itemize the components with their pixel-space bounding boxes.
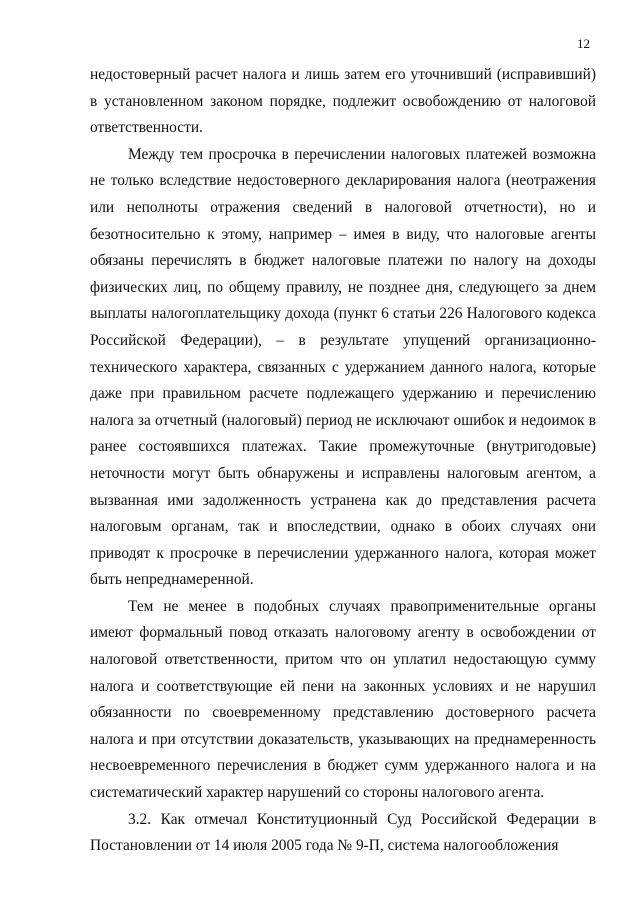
paragraph-tax-payment-delay: Между тем просрочка в перечислении налоговых платежей возможна не только вследствие недостоверного декларирования налога (неотражения или неполноты отражения сведений в налоговой отчетности), но и безотносительно к этому, например – имея в виду, что налоговые агенты обязаны перечислять в бюджет налоговые платежи по налогу на доходы физических лиц, по общему правилу, не позднее дня, следующего за днем выплаты налогоплательщику дохода (пункт 6 статьи 226 Налогового кодекса Российской Федерации), – в результате упущений организационно-технического характера, связанных с удержанием данного налога, которые даже при правильном расчете подлежащего удержанию и перечислению налога за отчетный (налоговый) период не исключают ошибок и недоимок в ранее состоявшихся платежах. Такие промежуточные (внутригодовые) неточности могут быть обнаружены и исправлены налоговым агентом, а вызванная ими задолженность устранена как до представления расчета налоговым органам, так и впоследствии, однако в обоих случаях они приводят к просрочке в перечислении удержанного налога, которая может быть непреднамеренной. <box>90 145 596 589</box>
paragraph-formal-refusal: Тем не менее в подобных случаях правоприменительные органы имеют формальный повод отказать налоговому агенту в освобождении от налоговой ответственности, притом что он уплатил недостающую сумму налога и соответствующие ей пени на законных условиях и не нарушил обязанности по своевременному представлению достоверного расчета налога и при отсутствии доказательств, указывающих на преднамеренность несвоевременного перечисления в бюджет сумм удержанного налога и на систематический характер нарушений со стороны налогового агента. <box>90 597 596 802</box>
paragraph-section-3-2: 3.2. Как отмечал Конституционный Суд Российской Федерации в Постановлении от 14 июля 2005 года № 9-П, система налогообложения <box>90 810 596 855</box>
document-body <box>90 62 596 860</box>
paragraph-continuation: недостоверный расчет налога и лишь затем его уточнивший (исправивший) в установленном законом порядке, подлежит освобождению от налоговой ответственности. <box>90 66 596 137</box>
page-number: 12 <box>577 36 590 51</box>
